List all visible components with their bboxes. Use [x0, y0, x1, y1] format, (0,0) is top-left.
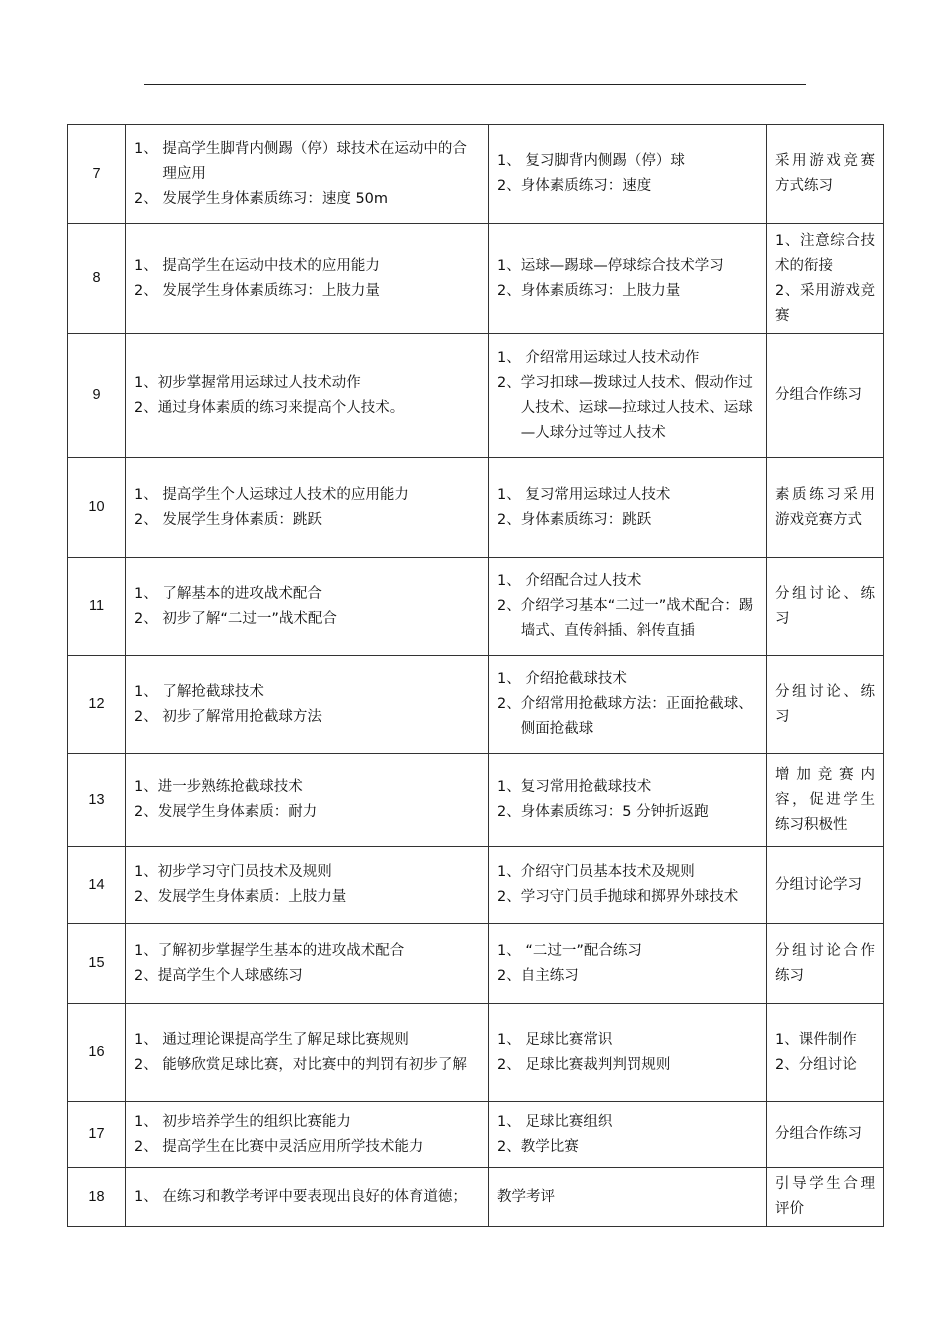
list-item [134, 680, 480, 705]
lesson-number: 18 [68, 1168, 126, 1227]
item-index: 1、 [497, 671, 526, 687]
item-index: 2、 [497, 598, 521, 614]
item-index: 1、 [497, 257, 521, 274]
table-row [68, 558, 884, 656]
item-index: 1、 [134, 942, 158, 959]
list-item [134, 607, 480, 632]
list-item [134, 582, 480, 607]
goals-cell [126, 1004, 489, 1102]
table-row [68, 458, 884, 558]
list-item [134, 939, 480, 964]
item-index: 1、 [134, 1188, 163, 1205]
item-index: 2、 [497, 282, 521, 299]
item-text: 介绍学习基本“二过一”战术配合：踢墙式、直传斜插、斜传直插 [520, 598, 754, 639]
item-text: 足球比赛组织 [525, 1113, 613, 1130]
item-index: 1、 [497, 864, 521, 880]
list-item [497, 860, 758, 885]
item-text: 身体素质练习：速度 [520, 178, 652, 194]
goals-cell [126, 334, 489, 458]
item-index: 2、 [134, 399, 158, 416]
list-item [134, 775, 480, 800]
list-item [497, 594, 758, 644]
list-item [134, 1110, 480, 1135]
method-cell [767, 224, 884, 334]
item-index: 2、 [134, 889, 158, 905]
item-index: 1、 [134, 1031, 163, 1048]
table-row [68, 924, 884, 1004]
item-text: 发展学生身体素质练习：速度 50m [162, 190, 389, 207]
list-item [497, 508, 758, 533]
item-text: 初步学习守门员技术及规则 [157, 864, 332, 880]
content-cell [489, 847, 767, 924]
content-cell [489, 754, 767, 847]
table-row [68, 754, 884, 847]
item-text: 身体素质练习：跳跃 [520, 511, 652, 528]
method-cell [767, 334, 884, 458]
list-item [497, 775, 758, 800]
list-item [497, 483, 758, 508]
item-text: 进一步熟练抢截球技术 [157, 779, 303, 795]
goals-cell [126, 847, 489, 924]
item-text: 运球—踢球—停球综合技术学习 [520, 257, 724, 274]
item-index: 2、 [497, 804, 521, 820]
item-text: 了解初步掌握学生基本的进攻战术配合 [157, 942, 405, 959]
goals-cell [126, 656, 489, 754]
item-index: 1、 [497, 942, 526, 959]
list-item [497, 346, 758, 371]
method-line: 分组讨论合作练习 [775, 942, 875, 984]
list-item [134, 396, 480, 421]
item-index: 1、 [134, 864, 158, 880]
table-row [68, 656, 884, 754]
item-text: 提高学生脚背内侧踢（停）球技术在运动中的合理应用 [162, 140, 467, 182]
method-line: 分组讨论、练习 [775, 585, 875, 627]
list-item [134, 885, 480, 910]
list-item [134, 254, 480, 279]
item-index: 1、 [497, 1113, 526, 1130]
item-index: 2、 [134, 804, 158, 820]
list-item [497, 1110, 758, 1135]
content-cell [489, 558, 767, 656]
item-text: 发展学生身体素质练习：上肢力量 [162, 282, 380, 299]
goals-cell [126, 224, 489, 334]
method-line: 素质练习采用游戏竞赛方式 [775, 486, 875, 528]
list-item [497, 964, 758, 989]
item-index: 2、 [497, 967, 521, 984]
item-index: 1、 [497, 779, 521, 795]
lesson-number: 8 [68, 224, 126, 334]
method-cell [767, 1004, 884, 1102]
item-text: 学习扣球—拨球过人技术、假动作过人技术、运球—拉球过人技术、运球—人球分过等过人技术 [520, 374, 753, 441]
content-cell [489, 334, 767, 458]
list-item [134, 508, 480, 533]
item-text: 通过理论课提高学生了解足球比赛规则 [162, 1031, 409, 1048]
method-cell [767, 924, 884, 1004]
item-index: 2、 [134, 708, 163, 725]
item-index: 1、 [134, 683, 163, 700]
method-cell [767, 558, 884, 656]
list-item [497, 1028, 758, 1053]
list-item [497, 692, 758, 742]
list-item [497, 885, 758, 910]
method-line: 采用游戏竞赛方式练习 [775, 153, 875, 194]
list-item [134, 800, 480, 825]
item-index: 2、 [497, 178, 521, 194]
content-cell [489, 1102, 767, 1168]
content-cell [489, 458, 767, 558]
item-text: 身体素质练习：5 分钟折返跑 [520, 804, 709, 820]
content-cell [489, 224, 767, 334]
item-text: 初步了解“二过一”战术配合 [162, 610, 337, 627]
item-index: 1、 [497, 153, 526, 169]
content-cell [489, 125, 767, 224]
lesson-number: 12 [68, 656, 126, 754]
table-row [68, 125, 884, 224]
item-text: 初步培养学生的组织比赛能力 [162, 1113, 351, 1130]
method-cell [767, 1102, 884, 1168]
item-index: 2、 [497, 374, 521, 391]
list-item [134, 964, 480, 989]
lesson-number: 16 [68, 1004, 126, 1102]
item-text: 提高学生在运动中技术的应用能力 [162, 257, 380, 274]
method-line: 分组讨论、练习 [775, 683, 875, 725]
goals-cell [126, 754, 489, 847]
table-row [68, 224, 884, 334]
content-cell [489, 1168, 767, 1227]
item-text: 初步掌握常用运球过人技术动作 [157, 374, 361, 391]
list-item [497, 800, 758, 825]
method-line: 2、分组讨论 [775, 1056, 857, 1073]
item-text: 提高学生在比赛中灵活应用所学技术能力 [162, 1138, 424, 1155]
list-item [134, 705, 480, 730]
item-text: 介绍常用运球过人技术动作 [525, 349, 700, 366]
list-item [134, 483, 480, 508]
method-cell [767, 1168, 884, 1227]
method-cell [767, 656, 884, 754]
lesson-number: 14 [68, 847, 126, 924]
item-text: 足球比赛裁判判罚规则 [525, 1056, 671, 1073]
list-item [134, 279, 480, 304]
method-line: 1、课件制作 [775, 1031, 857, 1048]
item-index: 1、 [497, 573, 526, 589]
method-cell [767, 458, 884, 558]
item-text: 足球比赛常识 [525, 1031, 613, 1048]
item-index: 1、 [497, 349, 526, 366]
item-index: 1、 [134, 374, 158, 391]
item-text: 提高学生个人球感练习 [157, 967, 303, 984]
item-text: 教学比赛 [520, 1138, 579, 1155]
method-line: 引导学生合理评价 [775, 1176, 875, 1217]
item-index: 2、 [497, 696, 521, 712]
item-text: 了解抢截球技术 [162, 683, 264, 700]
list-item [134, 137, 480, 187]
list-item [497, 667, 758, 692]
lesson-number: 11 [68, 558, 126, 656]
item-text: 复习脚背内侧踢（停）球 [525, 153, 685, 169]
item-index: 1、 [134, 486, 163, 503]
table-row [68, 847, 884, 924]
item-text: 复习常用抢截球技术 [520, 779, 652, 795]
item-index: 1、 [497, 1031, 526, 1048]
item-text: 能够欣赏足球比赛，对比赛中的判罚有初步了解 [162, 1056, 467, 1073]
content-cell [489, 1004, 767, 1102]
list-item [134, 187, 480, 212]
table-row [68, 1168, 884, 1227]
goals-cell [126, 125, 489, 224]
goals-cell [126, 1102, 489, 1168]
method-cell [767, 125, 884, 224]
list-item [134, 1028, 480, 1053]
item-text: 发展学生身体素质：上肢力量 [157, 889, 347, 905]
list-item [497, 149, 758, 174]
item-index: 1、 [134, 585, 163, 602]
item-text: “二过一”配合练习 [525, 942, 642, 959]
item-text: 发展学生身体素质：耐力 [157, 804, 318, 820]
goals-cell [126, 558, 489, 656]
item-text: 在练习和教学考评中要表现出良好的体育道德； [162, 1188, 467, 1205]
list-item [497, 174, 758, 199]
item-text: 介绍抢截球技术 [525, 671, 627, 687]
list-item [134, 1135, 480, 1160]
item-index: 1、 [134, 140, 163, 157]
list-item [497, 1053, 758, 1078]
method-cell [767, 754, 884, 847]
item-text: 复习常用运球过人技术 [525, 486, 671, 503]
goals-cell [126, 458, 489, 558]
list-item [134, 371, 480, 396]
method-cell [767, 847, 884, 924]
item-index: 2、 [134, 1138, 163, 1155]
item-index: 2、 [134, 1056, 163, 1073]
item-index: 2、 [497, 889, 521, 905]
list-item [134, 1185, 480, 1210]
item-index: 2、 [134, 610, 163, 627]
item-index: 2、 [134, 282, 163, 299]
method-line: 分组合作练习 [775, 1126, 862, 1142]
content-cell [489, 924, 767, 1004]
list-item [497, 279, 758, 304]
item-index: 1、 [134, 1113, 163, 1130]
lesson-number: 13 [68, 754, 126, 847]
goals-cell [126, 924, 489, 1004]
content-cell [489, 656, 767, 754]
item-text: 介绍配合过人技术 [525, 573, 642, 589]
item-index: 2、 [497, 511, 521, 528]
method-line: 增加竞赛内容，促进学生练习积极性 [775, 766, 875, 833]
table-row [68, 1004, 884, 1102]
method-line: 分组讨论学习 [775, 876, 862, 893]
list-item [134, 860, 480, 885]
item-text: 提高学生个人运球过人技术的应用能力 [162, 486, 409, 503]
item-index: 2、 [134, 511, 163, 528]
item-index: 1、 [497, 486, 526, 503]
item-index: 2、 [497, 1056, 526, 1073]
table-row [68, 334, 884, 458]
lesson-number: 10 [68, 458, 126, 558]
lesson-number: 9 [68, 334, 126, 458]
method-line: 分组合作练习 [775, 387, 862, 403]
list-item [497, 371, 758, 446]
list-item [497, 569, 758, 594]
item-text: 教学考评 [497, 1188, 555, 1205]
item-text: 学习守门员手抛球和掷界外球技术 [520, 889, 739, 905]
item-text: 发展学生身体素质：跳跃 [162, 511, 322, 528]
lesson-number: 15 [68, 924, 126, 1004]
item-index: 2、 [134, 190, 163, 207]
teaching-plan-table [67, 124, 884, 1227]
goals-cell [126, 1168, 489, 1227]
list-item [497, 1135, 758, 1160]
method-line: 2、采用游戏竞赛 [775, 282, 875, 324]
item-index: 2、 [497, 1138, 521, 1155]
item-text: 自主练习 [520, 967, 579, 984]
item-index: 2、 [134, 967, 158, 984]
list-item [497, 1185, 758, 1210]
item-text: 身体素质练习：上肢力量 [520, 282, 681, 299]
list-item [497, 254, 758, 279]
method-line: 1、注意综合技术的衔接 [775, 232, 875, 274]
item-text: 介绍守门员基本技术及规则 [520, 864, 695, 880]
item-text: 介绍常用抢截球方法：正面抢截球、侧面抢截球 [520, 696, 753, 737]
item-text: 初步了解常用抢截球方法 [162, 708, 322, 725]
lesson-number: 17 [68, 1102, 126, 1168]
item-text: 了解基本的进攻战术配合 [162, 585, 322, 602]
list-item [497, 939, 758, 964]
table-row [68, 1102, 884, 1168]
item-text: 通过身体素质的练习来提高个人技术。 [157, 399, 405, 416]
list-item [134, 1053, 480, 1078]
item-index: 1、 [134, 779, 158, 795]
item-index: 1、 [134, 257, 163, 274]
lesson-number: 7 [68, 125, 126, 224]
header-rule [144, 84, 806, 85]
table-body [68, 125, 884, 1227]
